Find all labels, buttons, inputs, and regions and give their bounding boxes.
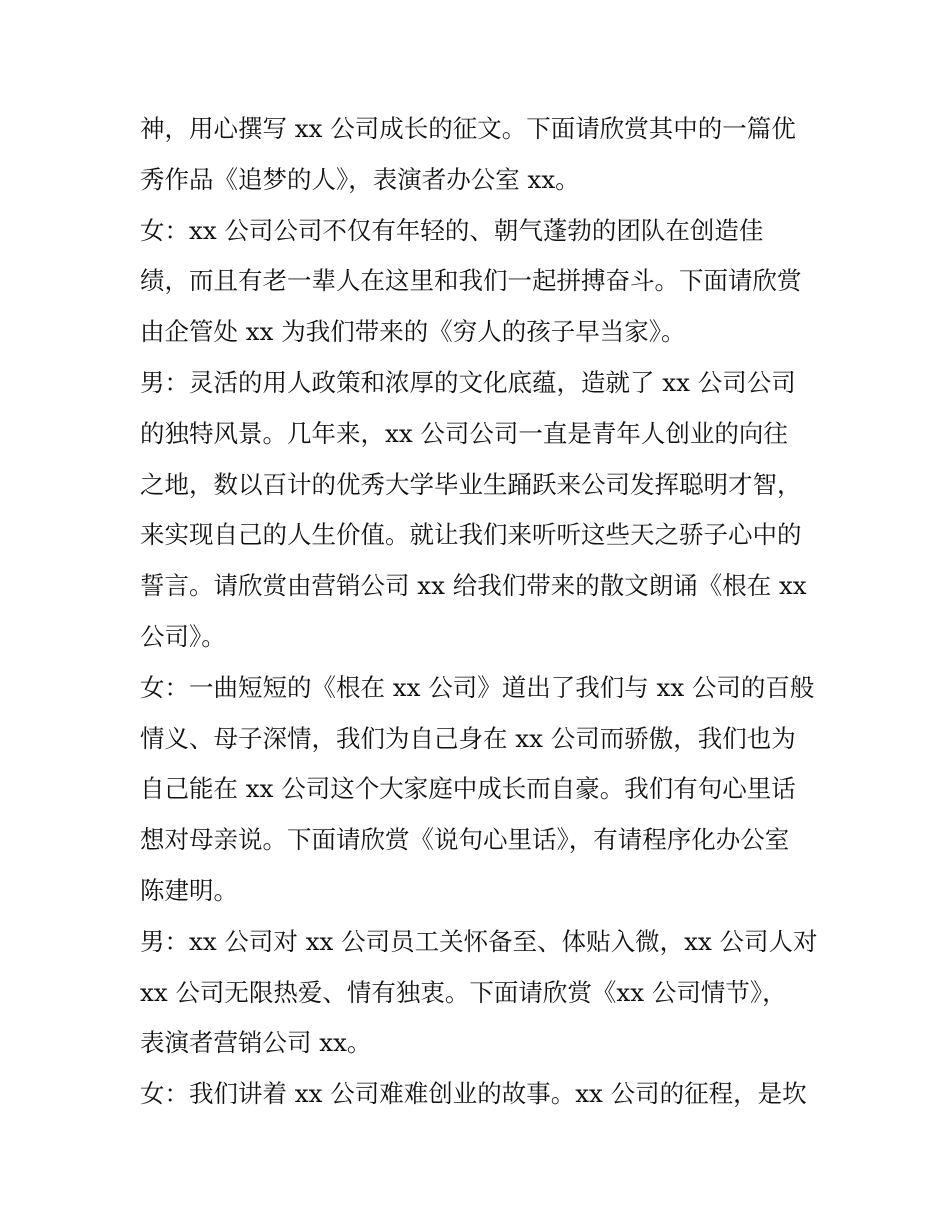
text-line: 表演者营销公司 xx。: [140, 1028, 372, 1058]
text-line: xx 公司无限热爱、情有独衷。下面请欣赏《xx 公司情节》，: [140, 977, 787, 1007]
document-body: [140, 104, 820, 1120]
text-line: 女：xx 公司公司不仅有年轻的、朝气蓬勃的团队在创造佳: [140, 215, 764, 245]
text-line: 誓言。请欣赏由营销公司 xx 给我们带来的散文朗诵《根在 xx: [140, 571, 807, 601]
text-line: 的独特风景。几年来，xx 公司公司一直是青年人创业的向往: [140, 418, 788, 448]
text-line: 神，用心撰写 xx 公司成长的征文。下面请欣赏其中的一篇优: [140, 114, 796, 143]
text-line: 由企管处 xx 为我们带来的《穷人的孩子早当家》。: [140, 317, 686, 347]
text-line: 情义、母子深情，我们为自己身在 xx 公司而骄傲，我们也为: [140, 723, 796, 753]
text-line: 女：一曲短短的《根在 xx 公司》道出了我们与 xx 公司的百般: [140, 672, 815, 702]
text-line: 公司》。: [140, 621, 226, 651]
text-line: 女：我们讲着 xx 公司难难创业的故事。xx 公司的征程，是坎: [140, 1079, 807, 1109]
text-line: 之地，数以百计的优秀大学毕业生踊跃来公司发挥聪明才智，: [140, 469, 802, 499]
text-line: 绩，而且有老一辈人在这里和我们一起拼搏奋斗。下面请欣赏: [140, 266, 802, 296]
text-line: 陈建明。: [140, 875, 238, 905]
text-line: 想对母亲说。下面请欣赏《说句心里话》，有请程序化办公室: [140, 825, 790, 855]
text-line: 秀作品《追梦的人》，表演者办公室 xx。: [140, 164, 580, 194]
text-line: 来实现自己的人生价值。就让我们来听听这些天之骄子心中的: [140, 520, 802, 550]
text-line: 自己能在 xx 公司这个大家庭中成长而自豪。我们有句心里话: [140, 774, 796, 804]
text-line: 男：灵活的用人政策和浓厚的文化底蕴，造就了 xx 公司公司: [140, 367, 796, 397]
text-line: 男：xx 公司对 xx 公司员工关怀备至、体贴入微，xx 公司人对: [140, 926, 818, 956]
